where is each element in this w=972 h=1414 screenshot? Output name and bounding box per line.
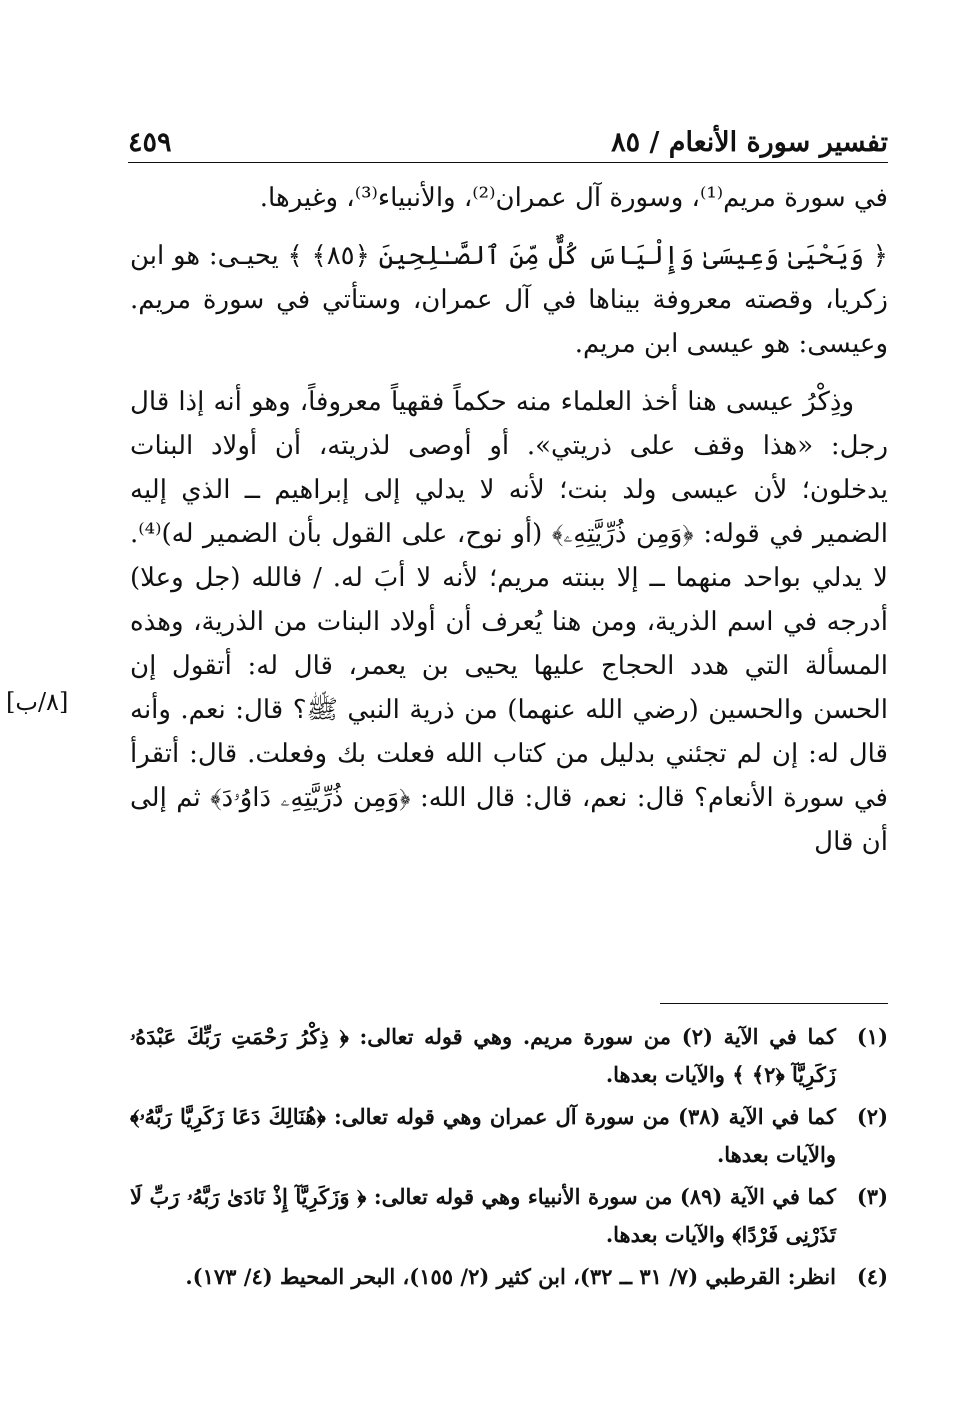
running-title: تفسير سورة الأنعام / ٨٥ (611, 127, 888, 158)
main-text (130, 176, 888, 864)
page-header (128, 108, 888, 158)
paragraph-1: في سورة مريم⁽¹⁾، وسورة آل عمران⁽²⁾، والأنبياء⁽³⁾، وغيرها. (259, 183, 888, 213)
footnote-number: (١) (856, 1024, 888, 1049)
footnote-text: كما في الآية (٣٨) من سورة آل عمران وهي قوله تعالى: ﴿هُنَالِكَ دَعَا زَكَرِيَّا رَبَّهُۥ﴾ والآيات بعدها. (130, 1104, 836, 1167)
footnote-text: كما في الآية (٨٩) من سورة الأنبياء وهي قوله تعالى: ﴿ وَزَكَرِيَّآ إِذْ نَادَىٰ رَبَّهُۥ رَبِّ لَا تَذَرْنِى فَرْدًا﴾ والآيات بعدها. (130, 1184, 836, 1247)
footnote-4 (130, 1258, 888, 1296)
page-number: ٤٥٩ (128, 127, 172, 158)
paragraph-3: وذِكْرُ عيسى هنا أخذ العلماء منه حكماً فقهياً معروفاً، وهو أنه إذا قال رجل: «هذا وقف على ذريتي». أو أوصى لذريته، أن أولاد البنات يدخلون؛ لأن عيسى ولد بنت؛ لأنه لا يدلي إلى إبراهيم ــ الذي إليه الضمير في قوله: ﴿وَمِن ذُرِّيَّتِهِۦ﴾ (أو نوح، على القول بأن الضمير له)⁽⁴⁾. لا يدلي بواحد منهما ــ إلا ببنته مريم؛ لأنه لا أبَ له. / فالله (جل وعلا) أدرجه في اسم الذرية، ومن هنا يُعرف أن أولاد البنات من الذرية، وهذه المسألة التي هدد الحجاج عليها يحيى بن يعمر، قال له: أتقول إن الحسن والحسين (رضي الله عنهما) من ذرية النبي ﷺ؟ قال: نعم. وأنه قال له: إن لم تجئني بدليل من كتاب الله فعلت بك وفعلت. قال: أتقرأ في سورة الأنعام؟ قال: نعم، قال: قال الله: ﴿وَمِن ذُرِّيَّتِهِۦ دَاوُۥدَ﴾ ثم إلى أن قال (130, 387, 888, 857)
footnote-text: كما في الآية (٢) من سورة مريم. وهي قوله تعالى: ﴿ ذِكْرُ رَحْمَتِ رَبِّكَ عَبْدَهُۥ زَكَرِيَّآ ﴿٢﴾ ﴾ والآيات بعدها. (130, 1024, 836, 1087)
manuscript-folio-mark: [٨/ب] (6, 688, 69, 716)
footnote-number: (٣) (856, 1184, 888, 1209)
footnote-number: (٤) (856, 1264, 888, 1289)
paragraph-2: ﴿ وَيَحْيَىٰ وَعِيسَىٰ وَإِلْيَاسَ كُلٌّ مِّنَ ٱلصَّـٰلِحِينَ ﴿٨٥﴾ ﴾ يحيـى: هو ابن زكريا، وقصته معروفة بيناها في آل عمران، وستأتي في سورة مريم. وعيسى: هو عيسى ابن مريم. (130, 241, 888, 359)
footnote-3 (130, 1178, 888, 1254)
footnote-2 (130, 1098, 888, 1174)
footnote-divider (660, 1003, 888, 1004)
footnote-number: (٢) (856, 1104, 888, 1129)
footnote-text: انظر: القرطبي (٧/ ٣١ ــ ٣٢)، ابن كثير (٢/ ١٥٥)، البحر المحيط (٤/ ١٧٣). (185, 1264, 836, 1289)
footnote-1 (130, 1018, 888, 1094)
header-divider (128, 162, 888, 163)
footnotes (130, 1018, 888, 1300)
